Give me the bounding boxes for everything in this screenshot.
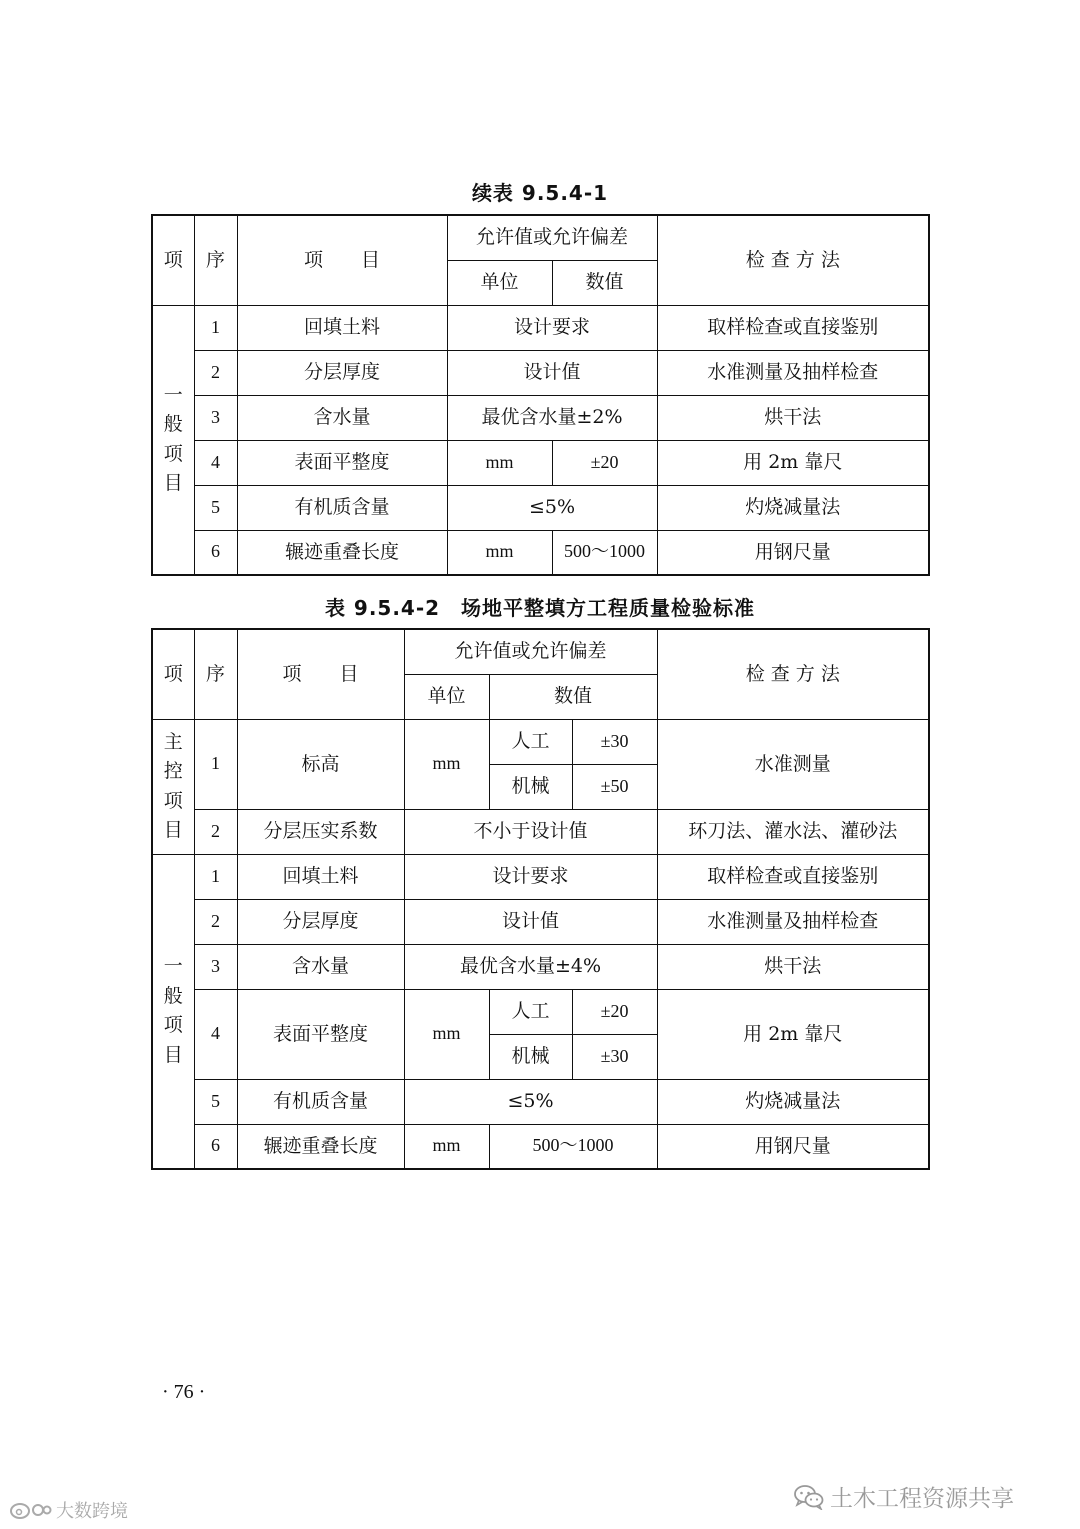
row-method: 环刀法、灌水法、灌砂法 — [657, 809, 929, 854]
row-seq: 2 — [194, 809, 237, 854]
category-char: 一 — [163, 955, 183, 978]
row-allowance: 最优含水量±2% — [447, 395, 657, 440]
table1 — [151, 214, 930, 576]
table-row — [152, 809, 929, 854]
row-item: 辗迹重叠长度 — [237, 530, 447, 575]
row-seq: 1 — [194, 305, 237, 350]
table-row — [152, 395, 929, 440]
header-allowance: 允许值或允许偏差 — [447, 215, 657, 260]
row-allowance: ≤5% — [447, 485, 657, 530]
header-method: 检 查 方 法 — [657, 215, 929, 305]
category-char: 般 — [163, 413, 183, 436]
row-allowance: 不小于设计值 — [404, 809, 657, 854]
row-sub-label: 机械 — [489, 1034, 572, 1079]
header-item: 项 目 — [237, 629, 404, 719]
row-seq: 1 — [194, 854, 237, 899]
row-method: 取样检查或直接鉴别 — [657, 854, 929, 899]
category-char: 般 — [163, 984, 183, 1007]
row-allowance: 设计要求 — [447, 305, 657, 350]
category-char: 目 — [163, 818, 183, 841]
category-char: 主 — [163, 730, 183, 753]
row-item: 含水量 — [237, 395, 447, 440]
category-char: 目 — [163, 472, 183, 495]
row-allowance: 最优含水量±4% — [404, 944, 657, 989]
row-allowance: 设计要求 — [404, 854, 657, 899]
category-char: 项 — [163, 789, 183, 812]
table-row — [152, 1124, 929, 1169]
row-seq: 5 — [194, 485, 237, 530]
table2-title: 表 9.5.4-2 场地平整填方工程质量检验标准 — [324, 596, 756, 620]
row-sub-label: 机械 — [489, 764, 572, 809]
row-method: 水准测量及抽样检查 — [657, 350, 929, 395]
page-number: · 76 · — [162, 1381, 206, 1403]
row-seq: 3 — [194, 395, 237, 440]
row-seq: 2 — [194, 350, 237, 395]
category-general — [152, 305, 194, 575]
category-char: 项 — [163, 442, 183, 465]
row-method: 用钢尺量 — [657, 1124, 929, 1169]
header-method: 检 查 方 法 — [657, 629, 929, 719]
row-item: 标高 — [237, 719, 404, 809]
table-row — [152, 989, 929, 1034]
table-row — [152, 530, 929, 575]
row-method: 水准测量及抽样检查 — [657, 899, 929, 944]
header-value: 数值 — [552, 260, 657, 305]
table-row — [152, 854, 929, 899]
watermark-right-text: 土木工程资源共享 — [830, 1486, 1014, 1512]
row-value: 500～1000 — [489, 1124, 657, 1169]
table-row — [152, 1079, 929, 1124]
category-char: 一 — [163, 383, 183, 406]
row-item: 含水量 — [237, 944, 404, 989]
wechat-icon — [794, 1484, 824, 1510]
row-seq: 3 — [194, 944, 237, 989]
row-allowance: 设计值 — [447, 350, 657, 395]
row-sub-value: ±50 — [572, 764, 657, 809]
row-item: 分层压实系数 — [237, 809, 404, 854]
row-method: 取样检查或直接鉴别 — [657, 305, 929, 350]
row-item: 辗迹重叠长度 — [237, 1124, 404, 1169]
row-sub-value: ±20 — [572, 989, 657, 1034]
row-method: 用钢尺量 — [657, 530, 929, 575]
table2 — [151, 628, 930, 1170]
row-allowance: ≤5% — [404, 1079, 657, 1124]
header-value: 数值 — [489, 674, 657, 719]
header-allowance: 允许值或允许偏差 — [404, 629, 657, 674]
table-row — [152, 899, 929, 944]
header-unit: 单位 — [447, 260, 552, 305]
table-row — [152, 440, 929, 485]
header-category: 项 — [152, 215, 194, 305]
row-seq: 6 — [194, 1124, 237, 1169]
category-general — [152, 854, 194, 1169]
row-item: 表面平整度 — [237, 989, 404, 1079]
row-item: 有机质含量 — [237, 1079, 404, 1124]
row-item: 有机质含量 — [237, 485, 447, 530]
header-category: 项 — [152, 629, 194, 719]
row-value: 500～1000 — [552, 530, 657, 575]
watermark-left-text: 大数跨境 — [56, 1501, 128, 1522]
table-row — [152, 350, 929, 395]
category-char: 控 — [163, 760, 183, 783]
row-method: 用 2m 靠尺 — [657, 989, 929, 1079]
row-sub-label: 人工 — [489, 989, 572, 1034]
row-unit: mm — [404, 989, 489, 1079]
row-sub-value: ±30 — [572, 719, 657, 764]
table-row — [152, 944, 929, 989]
table-row — [152, 485, 929, 530]
row-method: 水准测量 — [657, 719, 929, 809]
watermark-left — [8, 1497, 128, 1523]
row-sub-value: ±30 — [572, 1034, 657, 1079]
row-item: 分层厚度 — [237, 350, 447, 395]
row-seq: 4 — [194, 989, 237, 1079]
row-seq: 1 — [194, 719, 237, 809]
category-main-control — [152, 719, 194, 854]
row-seq: 5 — [194, 1079, 237, 1124]
header-item: 项 目 — [237, 215, 447, 305]
row-seq: 4 — [194, 440, 237, 485]
table-row — [152, 719, 929, 764]
row-allowance: 设计值 — [404, 899, 657, 944]
category-char: 目 — [163, 1043, 183, 1066]
row-item: 回填土料 — [237, 305, 447, 350]
header-seq: 序 — [194, 215, 237, 305]
row-unit: mm — [447, 530, 552, 575]
category-char: 项 — [163, 1014, 183, 1037]
row-unit: mm — [404, 1124, 489, 1169]
row-item: 回填土料 — [237, 854, 404, 899]
row-seq: 6 — [194, 530, 237, 575]
row-unit: mm — [404, 719, 489, 809]
row-unit: mm — [447, 440, 552, 485]
row-item: 分层厚度 — [237, 899, 404, 944]
row-method: 用 2m 靠尺 — [657, 440, 929, 485]
watermark-right — [794, 1480, 1014, 1513]
row-method: 烘干法 — [657, 944, 929, 989]
header-seq: 序 — [194, 629, 237, 719]
row-value: ±20 — [552, 440, 657, 485]
table-row — [152, 305, 929, 350]
header-unit: 单位 — [404, 674, 489, 719]
row-method: 烘干法 — [657, 395, 929, 440]
row-sub-label: 人工 — [489, 719, 572, 764]
row-method: 灼烧减量法 — [657, 485, 929, 530]
row-item: 表面平整度 — [237, 440, 447, 485]
row-seq: 2 — [194, 899, 237, 944]
row-method: 灼烧减量法 — [657, 1079, 929, 1124]
table1-title: 续表 9.5.4-1 — [471, 181, 609, 205]
weibo-logo-icon — [8, 1499, 52, 1521]
